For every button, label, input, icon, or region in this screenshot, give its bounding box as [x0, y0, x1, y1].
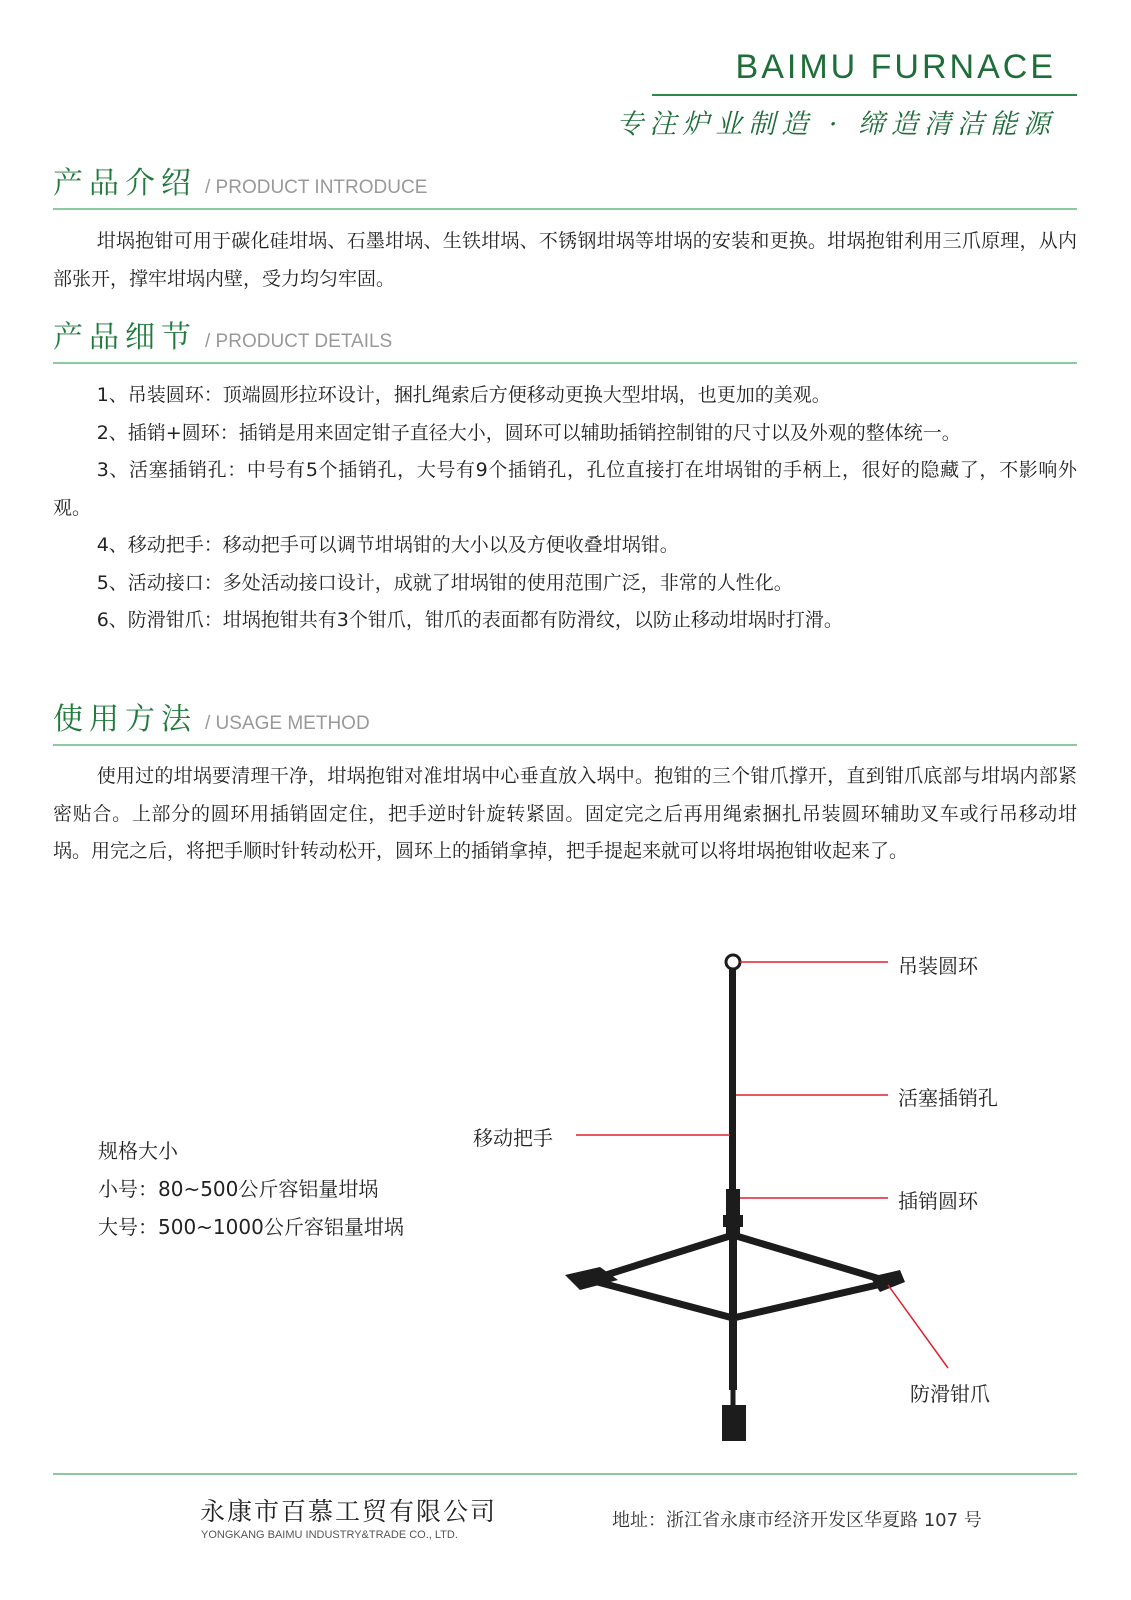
intro-paragraph: 坩埚抱钳可用于碳化硅坩埚、石墨坩埚、生铁坩埚、不锈钢坩埚等坩埚的安装和更换。坩埚抱钳利用三爪原理，从内部张开，撑牢坩埚内壁，受力均匀牢固。 [53, 230, 1077, 290]
section-subtitle: / USAGE METHOD [205, 713, 370, 734]
detail-item: 3、活塞插销孔：中号有5个插销孔，大号有9个插销孔，孔位直接打在坩埚钳的手柄上，很好的隐藏了，不影响外观。 [53, 459, 1077, 519]
label-pin-ring: 插销圆环 [898, 1189, 978, 1213]
detail-item: 2、插销+圆环：插销是用来固定钳子直径大小，圆环可以辅助插销控制钳的尺寸以及外观的整体统一。 [96, 421, 961, 444]
label-handle: 移动把手 [473, 1126, 553, 1150]
section-title: 使用方法 [53, 702, 197, 737]
label-claw: 防滑钳爪 [910, 1382, 990, 1406]
label-piston-holes: 活塞插销孔 [898, 1086, 998, 1110]
company-name-en: YONGKANG BAIMU INDUSTRY&TRADE CO., LTD. [201, 1529, 458, 1541]
usage-paragraph: 使用过的坩埚要清理干净，坩埚抱钳对准坩埚中心垂直放入埚中。抱钳的三个钳爪撑开，直到钳爪底部与坩埚内部紧密贴合。上部分的圆环用插销固定住，把手逆时针旋转紧固。固定完之后再用绳索捆扎吊装圆环辅助叉车或行吊移动坩埚。用完之后，将把手顺时针转动松开，圆环上的插销拿掉，把手提起来就可以将坩埚抱钳收起来了。 [53, 765, 1077, 862]
company-address: 地址：浙江省永康市经济开发区华夏路 107 号 [612, 1510, 982, 1531]
callout-lines [576, 962, 948, 1368]
detail-item: 4、移动把手：移动把手可以调节坩埚钳的大小以及方便收叠坩埚钳。 [96, 534, 679, 556]
section-title: 产品介绍 [53, 166, 197, 201]
spec-small: 小号：80~500公斤容铝量坩埚 [98, 1177, 379, 1201]
detail-item: 5、活动接口：多处活动接口设计，成就了坩埚钳的使用范围广泛，非常的人性化。 [96, 571, 793, 594]
detail-item: 6、防滑钳爪：坩埚抱钳共有3个钳爪，钳爪的表面都有防滑纹，以防止移动坩埚时打滑。 [96, 609, 843, 631]
footer-divider [53, 1473, 1077, 1475]
section-subtitle: / PRODUCT INTRODUCE [205, 177, 428, 198]
section-title: 产品细节 [53, 320, 197, 355]
label-lifting-ring: 吊装圆环 [898, 954, 978, 978]
brand-slogan: 专注炉业制造 · 缔造清洁能源 [616, 109, 1056, 140]
brand-name: BAIMU FURNACE [735, 48, 1056, 86]
section-subtitle: / PRODUCT DETAILS [205, 331, 393, 352]
specs-title: 规格大小 [98, 1139, 178, 1163]
spec-large: 大号：500~1000公斤容铝量坩埚 [98, 1215, 404, 1239]
company-name: 永康市百慕工贸有限公司 [200, 1497, 498, 1526]
detail-item: 1、吊装圆环：顶端圆形拉环设计，捆扎绳索后方便移动更换大型坩埚，也更加的美观。 [96, 384, 831, 406]
